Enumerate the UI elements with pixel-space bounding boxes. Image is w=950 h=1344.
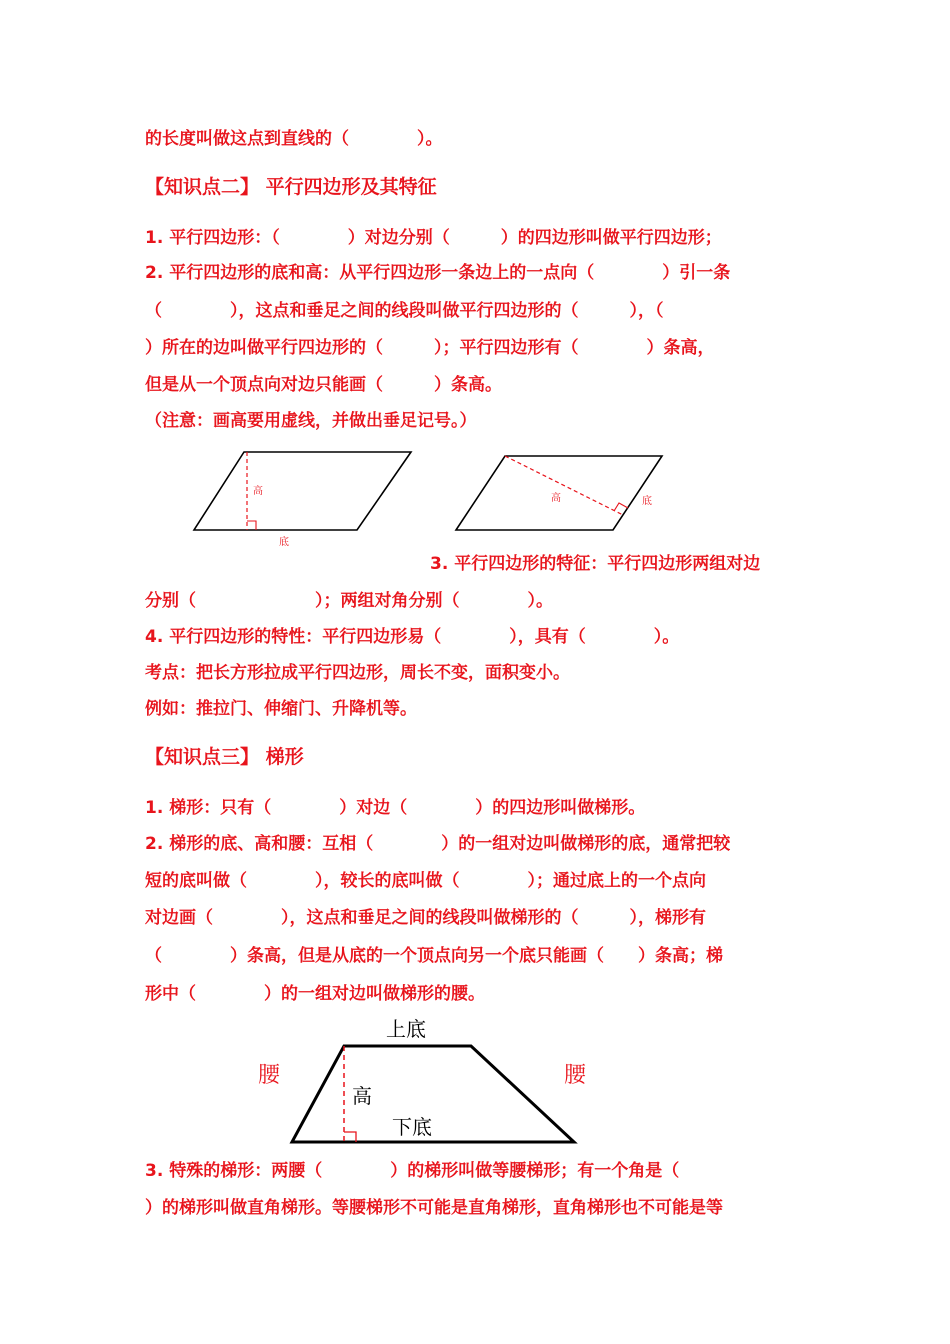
text-line: 4. 平行四边形的特性：平行四边形易（ ），具有（ ）。 [145, 627, 680, 647]
right-angle-mark [247, 521, 256, 530]
height-line [505, 456, 623, 515]
base-label: 底 [279, 537, 289, 548]
text-line: 但是从一个顶点向对边只能画（ ）条高。 [145, 375, 502, 395]
text-line: 分别（ ）；两组对角分别（ ）。 [145, 591, 553, 611]
section-heading-2: 【知识点二】 平行四边形及其特征 [145, 176, 437, 198]
height-label: 高 [253, 486, 263, 497]
text-line: ）所在的边叫做平行四边形的（ ）；平行四边形有（ ）条高， [145, 338, 715, 358]
text-line: ）的梯形叫做直角梯形。等腰梯形不可能是直角梯形，直角梯形也不可能是等 [145, 1198, 723, 1218]
parallelogram-figure-1 [190, 448, 415, 550]
text-line: 1. 梯形：只有（ ）对边（ ）的四边形叫做梯形。 [145, 798, 646, 818]
text-line: 对边画（ ），这点和垂足之间的线段叫做梯形的（ ），梯形有 [145, 908, 706, 928]
text-line: （ ），这点和垂足之间的线段叫做平行四边形的（ ），（ [145, 301, 664, 321]
top-base-label: 上底 [386, 1017, 426, 1041]
text-line: 例如：推拉门、伸缩门、升降机等。 [145, 699, 417, 719]
trapezoid-figure [250, 1012, 595, 1147]
text-line: 2. 平行四边形的底和高：从平行四边形一条边上的一点向（ ）引一条 [145, 263, 731, 283]
text-line: 考点：把长方形拉成平行四边形，周长不变，面积变小。 [145, 663, 570, 683]
base-label: 底 [642, 496, 652, 507]
parallelogram-shape [194, 452, 411, 530]
text-line: （ ）条高，但是从底的一个顶点向另一个底只能画（ ）条高；梯 [145, 946, 723, 966]
text-line: 3. 平行四边形的特征：平行四边形两组对边 [430, 554, 761, 574]
text-line: 1. 平行四边形：（ ）对边分别（ ）的四边形叫做平行四边形； [145, 228, 722, 248]
bottom-base-label: 下底 [392, 1115, 432, 1139]
text-line: 短的底叫做（ ），较长的底叫做（ ）；通过底上的一个点向 [145, 871, 706, 891]
text-line: 2. 梯形的底、高和腰：互相（ ）的一组对边叫做梯形的底，通常把较 [145, 834, 731, 854]
text-line: 形中（ ）的一组对边叫做梯形的腰。 [145, 984, 485, 1004]
note-text: （注意：画高要用虚线，并做出垂足记号。） [145, 411, 477, 431]
height-label: 高 [352, 1084, 372, 1108]
trapezoid-shape [292, 1046, 574, 1142]
leg-label-right: 腰 [564, 1063, 587, 1088]
height-label: 高 [551, 493, 561, 504]
text-line: 3. 特殊的梯形：两腰（ ）的梯形叫做等腰梯形；有一个角是（ [145, 1161, 680, 1181]
leg-label-left: 腰 [258, 1063, 281, 1088]
text-line: 的长度叫做这点到直线的（ ）。 [145, 129, 443, 149]
parallelogram-figure-2 [452, 451, 666, 536]
section-heading-3: 【知识点三】 梯形 [145, 746, 304, 768]
